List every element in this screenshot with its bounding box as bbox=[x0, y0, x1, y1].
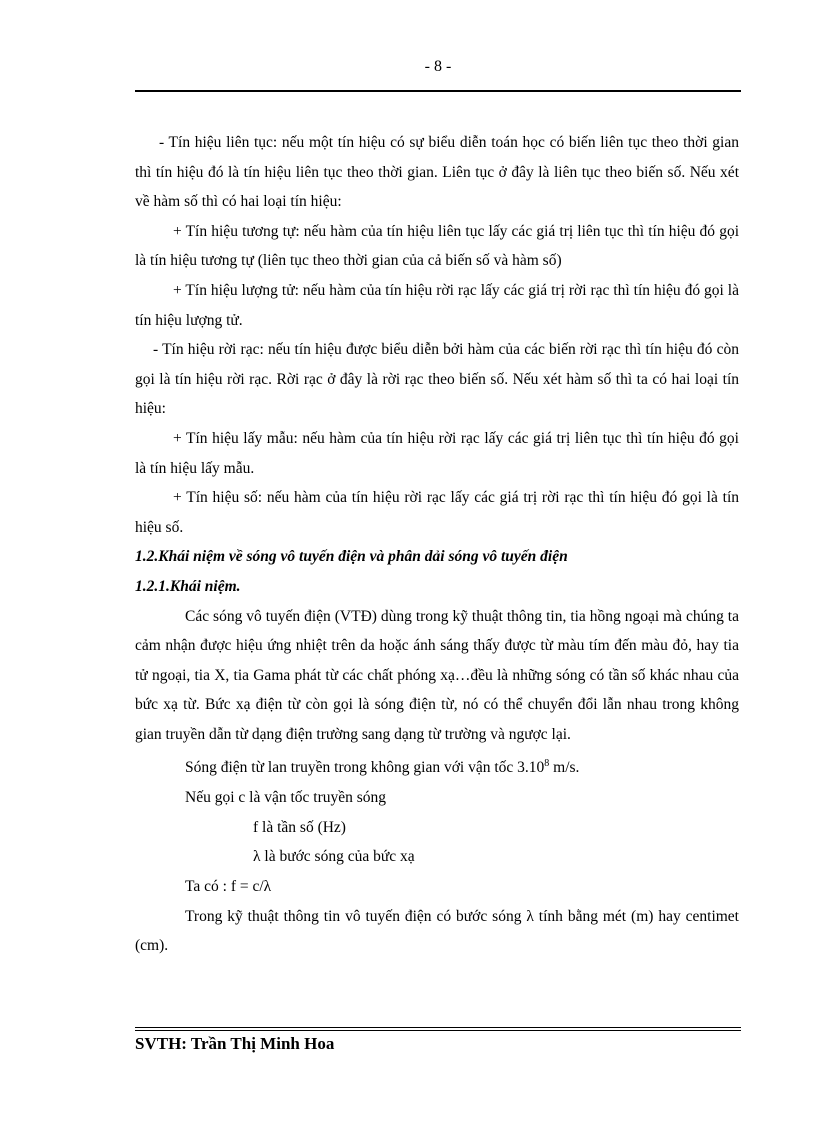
header-rule bbox=[135, 90, 741, 92]
paragraph-analog-signal: + Tín hiệu tương tự: nếu hàm của tín hiệu liên tục lấy các giá trị liên tục thì tín hiệu đó gọi là tín hiệu tương tự (liên tục theo thời gian của cả biến số và hàm số) bbox=[135, 222, 739, 270]
page-number: - 8 - bbox=[424, 58, 452, 75]
footer-author: SVTH: Trần Thị Minh Hoa bbox=[135, 1034, 335, 1053]
page-content bbox=[135, 128, 739, 961]
paragraph-sampled-signal: + Tín hiệu lấy mẫu: nếu hàm của tín hiệu rời rạc lấy các giá trị liên tục thì tín hiệu đó gọi là tín hiệu lấy mẫu. bbox=[135, 429, 739, 477]
speed-exponent: 8 bbox=[544, 758, 550, 770]
section-heading: 1.2.Khái niệm về sóng vô tuyến điện và phân dải sóng vô tuyến điện bbox=[135, 548, 568, 566]
footer-rule-double bbox=[135, 1030, 741, 1031]
paragraph-definition-f: f là tần số (Hz) bbox=[253, 818, 346, 836]
paragraph-digital-signal: + Tín hiệu số: nếu hàm của tín hiệu rời rạc lấy các giá trị rời rạc thì tín hiệu đó gọi là tín hiệu số. bbox=[135, 489, 739, 536]
subsection-heading: 1.2.1.Khái niệm. bbox=[135, 577, 241, 595]
paragraph-wavelength-units: Trong kỹ thuật thông tin vô tuyến điện có bước sóng λ tính bằng mét (m) hay centimet (cm). bbox=[135, 907, 739, 955]
paragraph-definition-c: Nếu gọi c là vận tốc truyền sóng bbox=[185, 789, 387, 807]
paragraph-propagation-speed bbox=[135, 749, 739, 783]
paragraph-quantized-signal: + Tín hiệu lượng tử: nếu hàm của tín hiệu rời rạc lấy các giá trị rời rạc thì tín hiệu đó gọi là tín hiệu lượng tử. bbox=[135, 281, 739, 329]
paragraph-discrete-signal: - Tín hiệu rời rạc: nếu tín hiệu được biểu diễn bởi hàm của các biến rời rạc thì tín hiệu đó còn gọi là tín hiệu rời rạc. Rời rạc ở đây là rời rạc theo biến số. Nếu xét hàm số thì ta có hai loại tín hiệu: bbox=[135, 341, 739, 418]
speed-text: Sóng điện từ lan truyền trong không gian với vận tốc 3.10 bbox=[185, 759, 545, 777]
footer-rule bbox=[135, 1027, 741, 1028]
speed-unit: m/s. bbox=[549, 759, 580, 777]
paragraph-radio-waves: Các sóng vô tuyến điện (VTĐ) dùng trong kỹ thuật thông tin, tia hồng ngoại mà chúng ta cảm nhận được hiệu ứng nhiệt trên da hoặc ánh sáng thấy được từ màu tím đến màu đỏ, hay tia tử ngoại, tia X, tia Gama phát từ các chất phóng xạ…đều là những sóng có tần số khác nhau của bức xạ từ. Bức xạ điện từ còn gọi là sóng điện từ, nó có thể chuyển đổi lẫn nhau trong không gian truyền dẫn từ dạng điện trường sang dạng từ trường và ngược lại. bbox=[135, 607, 739, 743]
paragraph-formula: Ta có : f = c/λ bbox=[185, 878, 272, 895]
paragraph-continuous-signal: - Tín hiệu liên tục: nếu một tín hiệu có sự biểu diễn toán học có biến liên tục theo thời gian thì tín hiệu đó là tín hiệu liên tục theo thời gian. Liên tục ở đây là liên tục theo biến số. Nếu xét về hàm số thì có hai loại tín hiệu: bbox=[135, 134, 739, 211]
paragraph-definition-lambda: λ là bước sóng của bức xạ bbox=[253, 848, 415, 866]
